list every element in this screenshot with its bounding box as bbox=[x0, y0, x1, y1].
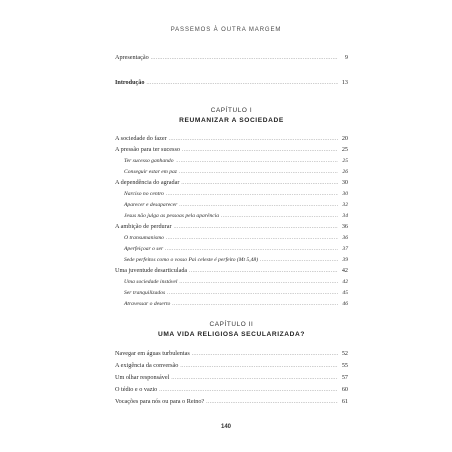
leader-dots bbox=[176, 157, 338, 167]
toc-entry[interactable] bbox=[115, 266, 348, 276]
toc-subentry[interactable] bbox=[124, 167, 348, 177]
toc-entry[interactable] bbox=[115, 145, 348, 155]
toc-entry-page: 34 bbox=[342, 213, 348, 219]
toc-entry-title: Aparecer e desaparecer bbox=[124, 202, 178, 208]
leader-dots bbox=[181, 179, 338, 189]
running-header: PASSEMOS À OUTRA MARGEM bbox=[170, 27, 282, 33]
toc-entry-title: Jesus não julga as pessoas pela aparência bbox=[124, 213, 220, 219]
toc-entry[interactable] bbox=[115, 222, 348, 232]
toc-subentry[interactable] bbox=[124, 244, 348, 254]
toc-entry[interactable] bbox=[115, 349, 348, 359]
leader-dots bbox=[171, 374, 338, 384]
toc-entry-page: 30 bbox=[341, 179, 348, 186]
leader-dots bbox=[179, 278, 338, 288]
toc-entry-page: 36 bbox=[341, 223, 348, 230]
toc-entry[interactable] bbox=[115, 385, 348, 395]
toc-entry-title: O transumanismo bbox=[124, 235, 164, 241]
toc-entry-page: 61 bbox=[341, 398, 348, 405]
leader-dots bbox=[166, 234, 338, 244]
toc-subentry[interactable] bbox=[124, 299, 348, 309]
leader-dots bbox=[189, 267, 338, 277]
toc-entry-title: Introdução bbox=[115, 79, 145, 86]
toc-entry-page: 13 bbox=[341, 79, 348, 86]
chapter-2-title: UMA VIDA RELIGIOSA SECULARIZADA? bbox=[157, 331, 306, 338]
page-number: 140 bbox=[220, 424, 231, 430]
toc-entry-page: 57 bbox=[341, 374, 348, 381]
leader-dots bbox=[159, 386, 338, 396]
toc-entry-page: 60 bbox=[341, 386, 348, 393]
leader-dots bbox=[179, 168, 338, 178]
leader-dots bbox=[165, 245, 338, 255]
toc-entry-title: Atravessar o deserto bbox=[124, 301, 171, 307]
leader-dots bbox=[180, 362, 338, 372]
leader-dots bbox=[182, 146, 338, 156]
toc-subentry[interactable] bbox=[124, 277, 348, 287]
toc-entry-title: Uma juventude desarticulada bbox=[115, 267, 188, 274]
toc-subentry[interactable] bbox=[124, 233, 348, 243]
toc-entry-page: 45 bbox=[342, 290, 348, 296]
leader-dots bbox=[166, 190, 338, 200]
toc-entry-page: 55 bbox=[341, 362, 348, 369]
toc-entry-title: A sociedade do fazer bbox=[115, 135, 167, 142]
toc-entry-page: 25 bbox=[341, 146, 348, 153]
toc-entry-page: 39 bbox=[342, 257, 348, 263]
toc-entry-page: 52 bbox=[341, 350, 348, 357]
toc-entry-title: Ser tranquilizados bbox=[124, 290, 166, 296]
toc-entry-page: 30 bbox=[342, 191, 348, 197]
toc-entry-page: 9 bbox=[344, 54, 348, 61]
toc-entry-title: Um olhar responsável bbox=[115, 374, 170, 381]
toc-entry-title: Uma sociedade instável bbox=[124, 279, 178, 285]
toc-entry-page: 42 bbox=[342, 279, 348, 285]
toc-entry-title: Aperfeiçoar o ser bbox=[124, 246, 164, 252]
toc-entry-title: Ter sucesso ganhando bbox=[124, 158, 174, 164]
chapter-1-title: REUMANIZAR A SOCIEDADE bbox=[179, 117, 284, 124]
toc-entry-title: Sede perfeitos como o vosso Pai celeste é perfeito (Mt 5,48) bbox=[124, 257, 259, 263]
leader-dots bbox=[169, 135, 338, 145]
chapter-2-label: CAPÍTULO II bbox=[209, 321, 254, 328]
toc-entry-page: 26 bbox=[342, 169, 348, 175]
toc-subentry[interactable] bbox=[124, 288, 348, 298]
toc-entry-apresentacao[interactable] bbox=[115, 53, 348, 63]
toc-entry[interactable] bbox=[115, 178, 348, 188]
toc-entry-introducao[interactable] bbox=[115, 78, 348, 88]
leader-dots bbox=[167, 289, 338, 299]
leader-dots bbox=[174, 223, 338, 233]
toc-entry-page: 20 bbox=[341, 135, 348, 142]
toc-entry-title: Vocações para nós ou para o Reino? bbox=[115, 398, 205, 405]
toc-entry-title: Navegar em águas turbulentas bbox=[115, 350, 190, 357]
toc-entry[interactable] bbox=[115, 397, 348, 407]
toc-entry-page: 42 bbox=[341, 267, 348, 274]
toc-entry-page: 25 bbox=[342, 158, 348, 164]
chapter-1-label: CAPÍTULO I bbox=[210, 107, 253, 114]
toc-entry-title: Narciso no centro bbox=[124, 191, 164, 197]
leader-dots bbox=[192, 350, 338, 360]
leader-dots bbox=[151, 54, 338, 64]
toc-entry-page: 37 bbox=[342, 246, 348, 252]
leader-dots bbox=[146, 79, 338, 89]
toc-entry-page: 32 bbox=[342, 202, 348, 208]
toc-subentry[interactable] bbox=[124, 211, 348, 221]
toc-entry[interactable] bbox=[115, 373, 348, 383]
toc-entry-title: O tédio e o vazio bbox=[115, 386, 158, 393]
toc-subentry[interactable] bbox=[124, 200, 348, 210]
toc-entry-title: Apresentação bbox=[115, 54, 149, 61]
toc-entry-title: Conseguir estar em paz bbox=[124, 169, 177, 175]
toc-subentry[interactable] bbox=[124, 255, 348, 265]
leader-dots bbox=[206, 398, 338, 408]
toc-entry-title: A pressão para ter sucesso bbox=[115, 146, 180, 153]
toc-entry-title: A ambição de perdurar bbox=[115, 223, 172, 230]
leader-dots bbox=[260, 256, 338, 266]
toc-entry-page: 46 bbox=[342, 301, 348, 307]
leader-dots bbox=[221, 212, 338, 222]
leader-dots bbox=[179, 201, 338, 211]
toc-subentry[interactable] bbox=[124, 189, 348, 199]
toc-entry[interactable] bbox=[115, 361, 348, 371]
leader-dots bbox=[172, 300, 338, 310]
toc-entry-title: A dependência do agradar bbox=[115, 179, 180, 186]
toc-entry[interactable] bbox=[115, 134, 348, 144]
toc-subentry[interactable] bbox=[124, 156, 348, 166]
toc-entry-title: A exigência da conversão bbox=[115, 362, 179, 369]
toc-entry-page: 36 bbox=[342, 235, 348, 241]
